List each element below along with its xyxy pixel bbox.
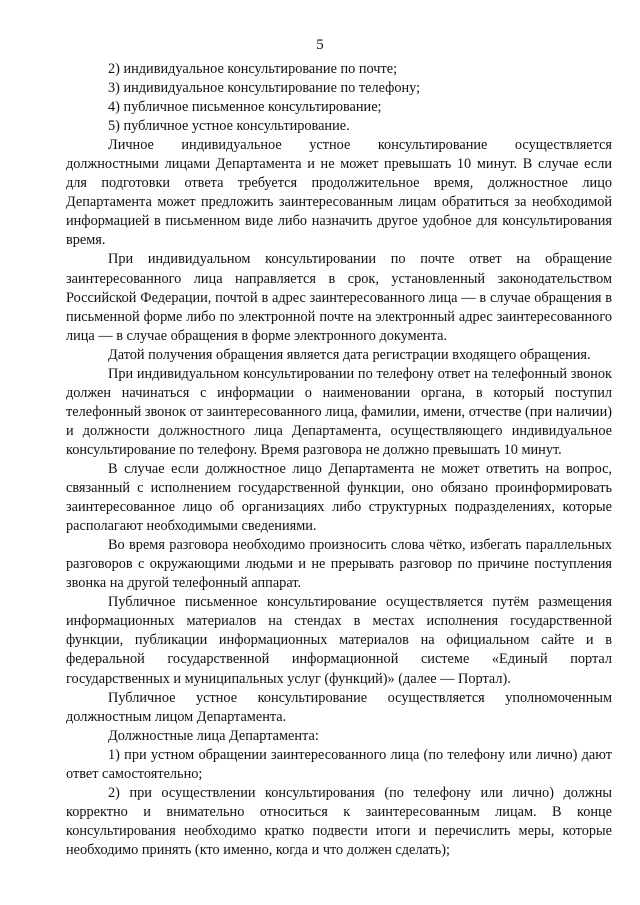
list-item-5: 5) публичное устное консультирование. [108,118,350,135]
paragraph-cannot-answer: В случае если должностное лицо Департамента не может ответить на вопрос, связанный с исполнением государственной функции, оно обязано проинформировать заинтересованное лицо об организациях либо структурных подразделениях, которые располагают необходимыми сведениями. [66,460,612,535]
paragraph-public-oral: Публичное устное консультирование осуществляется уполномоченным должностным лицом Департамента. [66,689,612,725]
officials-item-1: 1) при устном обращении заинтересованного лица (по телефону или лично) дают ответ самостоятельно; [66,746,612,782]
paragraph-phone-consulting: При индивидуальном консультировании по телефону ответ на телефонный звонок должен начинаться с информации о наименовании органа, в который поступил телефонный звонок от заинтересованного лица, фамилии, имени, отчестве (при наличии) и должности должностного лица Департамента, осуществляющего индивидуальное консультирование по телефону. Время разговора не должно превышать 10 минут. [66,365,612,458]
paragraph-mail-consulting: При индивидуальном консультировании по почте ответ на обращение заинтересованного лица направляется в срок, установленный законодательством Российской Федерации, почтой в адрес заинтересованного лица — в случае обращения в письменной форме либо по электронной почте на электронный адрес заинтересованного лица — в случае обращения в форме электронного документа. [66,251,612,344]
paragraph-personal-consulting: Личное индивидуальное устное консультирование осуществляется должностными лицами Департамента и не может превышать 10 минут. В случае если для подготовки ответа требуется продолжительное время, должностное лицо Департамента может предложить заинтересованным лицам обратиться за необходимой информацией в письменном виде либо назначить другое удобное для консультирования время. [66,137,612,249]
list-item-3: 3) индивидуальное консультирование по телефону; [108,80,421,97]
officials-item-2: 2) при осуществлении консультирования (по телефону или лично) должны корректно и внимательно относиться к заинтересованным лицам. В конце консультирования необходимо кратко подвести итоги и перечислить меры, которые необходимо принять (кто именно, когда и что должен сделать); [66,784,612,858]
list-item-4: 4) публичное письменное консультирование; [108,99,382,116]
document-body [66,60,612,860]
paragraph-officials-heading: Должностные лица Департамента: [108,727,319,744]
paragraph-receipt-date: Датой получения обращения является дата регистрации входящего обращения. [108,346,591,363]
page-number: 5 [316,37,324,53]
paragraph-public-written: Публичное письменное консультирование осуществляется путём размещения информационных материалов на стендах в местах исполнения государственной функции, публикации информационных материалов на официальном сайте и в федеральной государственной информационной системе «Единый портал государственных и муниципальных услуг (функций)» (далее — Портал). [66,594,612,687]
list-item-2: 2) индивидуальное консультирование по почте; [108,61,398,77]
paragraph-conversation-rules: Во время разговора необходимо произносить слова чётко, избегать параллельных разговоров с окружающими людьми и не прерывать разговор по причине поступления звонка на другой телефонный аппарат. [66,537,612,592]
